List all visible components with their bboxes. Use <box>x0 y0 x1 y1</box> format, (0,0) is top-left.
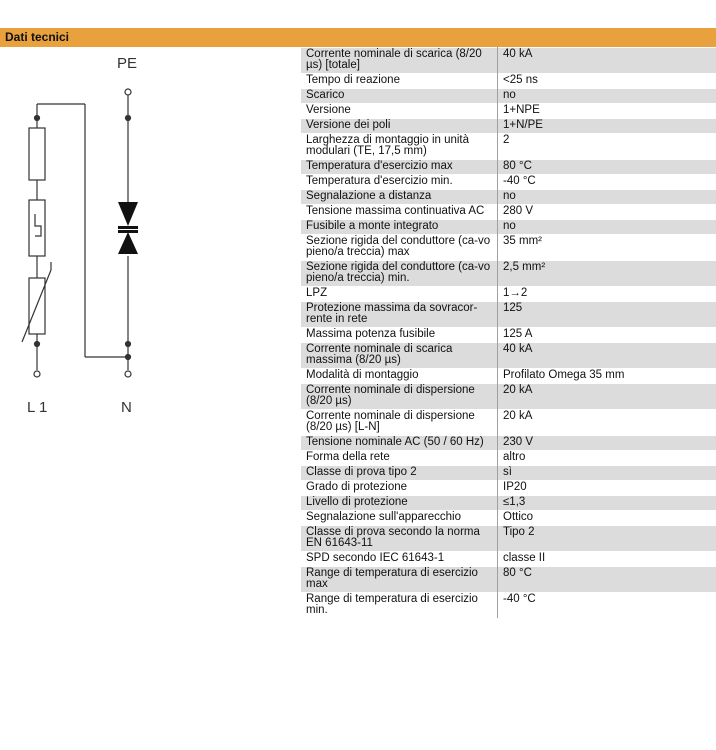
spec-value: 80 °C <box>498 160 716 175</box>
table-row <box>301 593 716 619</box>
table-row <box>301 481 716 496</box>
label-n: N <box>121 399 132 416</box>
spec-label: Massima potenza fusibile <box>301 328 498 343</box>
spec-value: 1+N/PE <box>498 119 716 134</box>
spec-value: 1+NPE <box>498 104 716 119</box>
table-row <box>301 48 716 74</box>
table-row <box>301 384 716 410</box>
label-pe: PE <box>117 55 138 72</box>
spec-value: 40 kA <box>498 343 716 369</box>
table-row <box>301 302 716 328</box>
spec-value: -40 °C <box>498 175 716 190</box>
spec-label: Sezione rigida del conduttore (ca-vo pieno/a treccia) min. <box>301 261 498 287</box>
spec-value: <25 ns <box>498 74 716 89</box>
spec-label: Tempo di reazione <box>301 74 498 89</box>
table-row <box>301 134 716 160</box>
spec-value: 125 A <box>498 328 716 343</box>
table-row <box>301 287 716 302</box>
spec-value: 40 kA <box>498 48 716 74</box>
spec-label: LPZ <box>301 287 498 302</box>
spec-label: Temperatura d'esercizio min. <box>301 175 498 190</box>
table-row <box>301 205 716 220</box>
spec-value: 80 °C <box>498 567 716 593</box>
spec-label: Segnalazione a distanza <box>301 190 498 205</box>
table-row <box>301 466 716 481</box>
spec-value: 230 V <box>498 436 716 451</box>
spec-value: no <box>498 190 716 205</box>
spec-value: 2 <box>498 134 716 160</box>
spec-label: Protezione massima da sovracor-rente in rete <box>301 302 498 328</box>
spec-label: Range di temperatura di esercizio min. <box>301 593 498 619</box>
table-row <box>301 328 716 343</box>
spec-label: Tensione massima continuativa AC <box>301 205 498 220</box>
spec-value: 280 V <box>498 205 716 220</box>
table-row <box>301 104 716 119</box>
table-row <box>301 74 716 89</box>
spec-label: Range di temperatura di esercizio max <box>301 567 498 593</box>
spec-label: Classe di prova secondo la norma EN 61643-11 <box>301 526 498 552</box>
spec-value: Ottico <box>498 511 716 526</box>
spec-value: altro <box>498 451 716 466</box>
spec-value: -40 °C <box>498 593 716 619</box>
section-title: Dati tecnici <box>5 30 70 44</box>
table-row <box>301 119 716 134</box>
table-row <box>301 567 716 593</box>
table-row <box>301 235 716 261</box>
spec-value: IP20 <box>498 481 716 496</box>
spec-label: Corrente nominale di dispersione (8/20 µs) [L-N] <box>301 410 498 436</box>
section-header <box>0 28 716 47</box>
table-row <box>301 511 716 526</box>
spec-label: SPD secondo IEC 61643-1 <box>301 552 498 567</box>
spec-table <box>301 47 716 618</box>
spec-label: Modalità di montaggio <box>301 369 498 384</box>
label-l1: L 1 <box>27 399 48 416</box>
spec-value: ≤1,3 <box>498 496 716 511</box>
table-row <box>301 552 716 567</box>
table-row <box>301 496 716 511</box>
spec-value: Profilato Omega 35 mm <box>498 369 716 384</box>
table-row <box>301 369 716 384</box>
spec-label: Scarico <box>301 89 498 104</box>
spec-label: Segnalazione sull'apparecchio <box>301 511 498 526</box>
table-row <box>301 220 716 235</box>
table-row <box>301 436 716 451</box>
table-row <box>301 175 716 190</box>
spec-label: Fusibile a monte integrato <box>301 220 498 235</box>
table-row <box>301 343 716 369</box>
circuit-diagram-icon <box>0 50 200 430</box>
spec-value: 1→2 <box>498 287 716 302</box>
table-row <box>301 451 716 466</box>
spec-label: Larghezza di montaggio in unità modulari (TE, 17,5 mm) <box>301 134 498 160</box>
spec-label: Grado di protezione <box>301 481 498 496</box>
table-row <box>301 190 716 205</box>
spec-label: Sezione rigida del conduttore (ca-vo pieno/a treccia) max <box>301 235 498 261</box>
spec-label: Corrente nominale di scarica (8/20 µs) [totale] <box>301 48 498 74</box>
spec-label: Versione dei poli <box>301 119 498 134</box>
table-row <box>301 410 716 436</box>
spec-label: Temperatura d'esercizio max <box>301 160 498 175</box>
spec-label: Classe di prova tipo 2 <box>301 466 498 481</box>
spec-value: no <box>498 89 716 104</box>
spec-value: 20 kA <box>498 384 716 410</box>
spec-value: 2,5 mm² <box>498 261 716 287</box>
spec-value: Tipo 2 <box>498 526 716 552</box>
table-row <box>301 89 716 104</box>
table-row <box>301 526 716 552</box>
table-row <box>301 261 716 287</box>
spec-value: 35 mm² <box>498 235 716 261</box>
spec-label: Corrente nominale di scarica massima (8/20 µs) <box>301 343 498 369</box>
spec-value: 20 kA <box>498 410 716 436</box>
spec-value: 125 <box>498 302 716 328</box>
spec-label: Tensione nominale AC (50 / 60 Hz) <box>301 436 498 451</box>
spec-label: Livello di protezione <box>301 496 498 511</box>
spec-label: Corrente nominale di dispersione (8/20 µs) <box>301 384 498 410</box>
spec-label: Versione <box>301 104 498 119</box>
spec-value: no <box>498 220 716 235</box>
table-row <box>301 160 716 175</box>
spec-value: classe II <box>498 552 716 567</box>
spec-value: sì <box>498 466 716 481</box>
spec-label: Forma della rete <box>301 451 498 466</box>
